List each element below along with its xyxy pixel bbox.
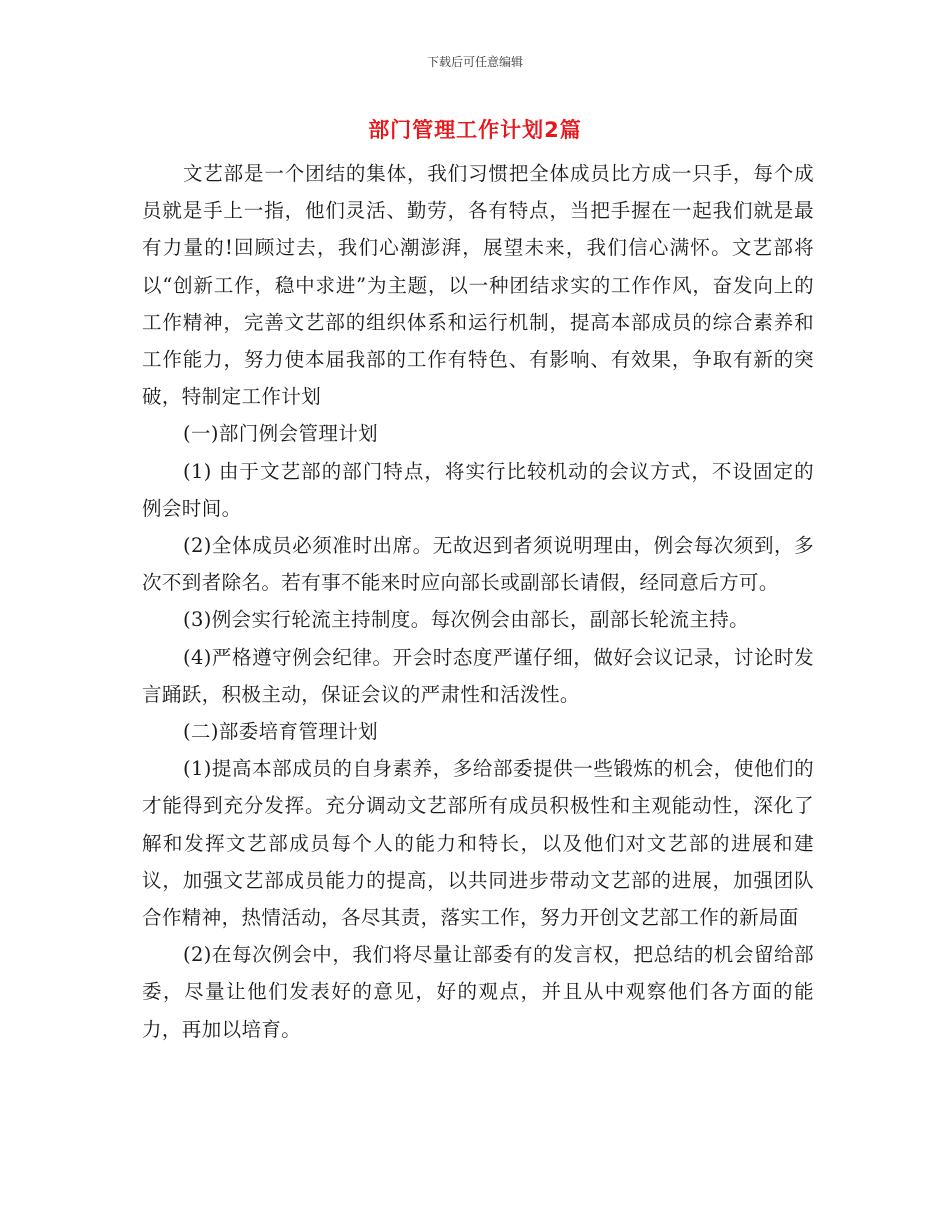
- paragraph-item: (3)例会实行轮流主持制度。每次例会由部长，副部长轮流主持。: [182, 608, 750, 632]
- paragraph-item: (2)全体成员必须准时出席。无故迟到者须说明理由，例会每次须到，多次不到者除名。若有事不能来时应向部长或副部长请假，经同意后方可。: [142, 534, 814, 595]
- section-heading-1: (一)部门例会管理计划: [182, 422, 379, 446]
- paragraph-item: (1)提高本部成员的自身素养，多给部委提供一些锻炼的机会，使他们的才能得到充分发挥。充分调动文艺部所有成员积极性和主观能动性，深化了解和发挥文艺部成员每个人的能力和特长，以及他们对文艺部的进展和建议，加强文艺部成员能力的提高，以共同进步带动文艺部的进展，加强团队合作精神，热情活动，各尽其责，落实工作，努力开创文艺部工作的新局面: [142, 757, 814, 930]
- paragraph-intro: 文艺部是一个团结的集体，我们习惯把全体成员比方成一只手，每个成员就是手上一指，他们灵活、勤劳，各有特点，当把手握在一起我们就是最有力量的!回顾过去，我们心潮澎湃，展望未来，我们信心满怀。文艺部将以“创新工作，稳中求进”为主题，以一种团结求实的工作作风，奋发向上的工作精神，完善文艺部的组织体系和运行机制，提高本部成员的综合素养和工作能力，努力使本届我部的工作有特色、有影响、有效果，争取有新的突破，特制定工作计划: [142, 162, 814, 409]
- document-body: [142, 155, 814, 1048]
- paragraph-item: (1) 由于文艺部的部门特点，将实行比较机动的会议方式，不设固定的例会时间。: [142, 459, 814, 520]
- paragraph-item: (4)严格遵守例会纪律。开会时态度严谨仔细，做好会议记录，讨论时发言踊跃，积极主动，保证会议的严肃性和活泼性。: [142, 645, 814, 706]
- header-note: 下载后可任意编辑: [426, 55, 523, 69]
- document-title: 部门管理工作计划2篇: [368, 118, 582, 142]
- paragraph-item: (2)在每次例会中，我们将尽量让部委有的发言权，把总结的机会留给部委，尽量让他们发表好的意见，好的观点，并且从中观察他们各方面的能力，再加以培育。: [142, 943, 814, 1041]
- section-heading-2: (二)部委培育管理计划: [182, 720, 379, 744]
